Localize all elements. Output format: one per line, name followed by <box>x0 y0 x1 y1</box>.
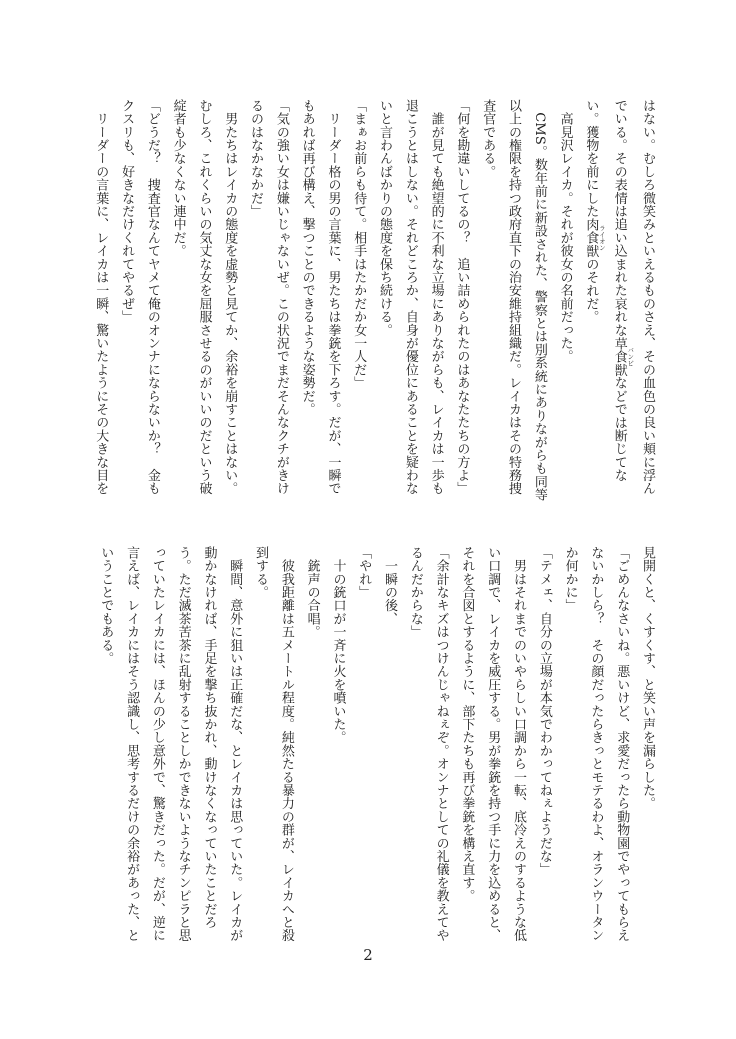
text-line: 誰が見ても絶望的に不利な立場にありながらも、レイカは一歩も <box>428 99 444 495</box>
text-line: いと言わんばかりの態度を保ち続ける。 <box>377 99 393 337</box>
text-line: 見開くと、くすくす、と笑い声を漏らした。 <box>640 546 655 810</box>
text-line: 十の銃口が一斉に火を噴いた。 <box>330 546 346 744</box>
text-tier-lower <box>85 546 660 950</box>
text-line: もあれば再び構え、撃つことのできるような姿勢だ。 <box>299 99 315 416</box>
text-line: 査官である。 <box>480 99 496 179</box>
text-line: 彼我距離は五メートル程度。純然たる暴力の群が、レイカへと殺 <box>278 546 294 942</box>
text-line: でいる。その表情は追い込まれた哀れな草食獣 バンビなどでは断じてな <box>611 99 635 482</box>
text-line: 以上の権限を持つ政府直下の治安維持組織だ。レイカはその特務捜 <box>506 99 522 495</box>
text-line: 「どうだ？ 捜査官なんてヤメて俺のオンナにならないか？ 金も <box>144 99 160 495</box>
text-line: っていたレイカには、ほんの少し意外で、驚きだった。だが、逆に <box>149 546 165 942</box>
text-line: ないかしら？ その顔だったらきっとモテるわよ、オランウータン <box>588 546 604 942</box>
text-line: 「気の強い女は嫌いじゃないぜ。この状況でまだそんなクチがきけ <box>273 99 289 495</box>
text-line: CMS。数年前に新設された、警察とは別系統にありながらも同等 <box>531 99 547 502</box>
text-line: リーダー格の男の言葉に、男たちは拳銃を下ろす。だが、一瞬で <box>325 99 341 495</box>
text-line: るんだからな」 <box>407 546 423 639</box>
text-line: 「何を勘違いしてるの？ 追い詰められたのはあなたたちの方よ」 <box>454 99 470 495</box>
ruby-annotated-word: 肉食獣 ライオン <box>583 217 606 258</box>
text-line: それを合図とするように、部下たちも再び拳銃を構え直す。 <box>459 546 475 903</box>
text-line: 一瞬の後、 <box>382 546 398 626</box>
text-line: 退こうとはしない。それどころか、自身が優位にあることを疑わな <box>402 99 418 495</box>
text-line: 男たちはレイカの態度を虚勢と見てか、余裕を崩すことはない。 <box>222 99 238 495</box>
text-line: クスリも、好きなだけくれてやるぜ」 <box>119 99 135 324</box>
text-line: う。ただ滅茶苦茶に乱射することしかできないようなチンピラと思 <box>175 546 191 942</box>
page-number: 2 <box>363 946 373 964</box>
ruby-annotated-word: 草食獣 バンビ <box>611 336 635 377</box>
text-line: はない。むしろ微笑みといえるものさえ、その血色の良い頬に浮ん <box>640 99 655 495</box>
text-line: 綻者も少なくない連中だ。 <box>170 99 186 258</box>
text-line: 高見沢レイカ。それが彼女の名前だった。 <box>557 99 573 363</box>
text-line: 「やれ」 <box>356 546 372 599</box>
text-line: 「まぁお前らも待て。相手はたかだか女一人だ」 <box>351 99 367 390</box>
text-line: 「余計なキズはつけんじゃねぇぞ。オンナとしての礼儀を教えてや <box>433 546 449 942</box>
text-tier-upper <box>85 99 660 503</box>
text-line: い口調で、レイカを威圧する。男が拳銃を持つ手に力を込めると、 <box>485 546 501 942</box>
text-line: いうことでもある。 <box>98 546 114 665</box>
text-line: い。獲物を前にした肉食獣 ライオンのそれだ。 <box>583 99 606 324</box>
text-line: 「テメェ、自分の立場が本気でわかってねぇようだな」 <box>536 546 552 876</box>
text-line: 瞬間、意外に狙いは正確だな、とレイカは思っていた。レイカが <box>227 546 243 942</box>
text-line: か何かに」 <box>562 546 578 612</box>
text-line: むしろ、これくらいの気丈な女を屈服させるのがいいのだという破 <box>196 99 212 495</box>
text-line: 「ごめんなさいね。悪いけど、求愛だったら動物園でやってもらえ <box>614 546 630 942</box>
text-line: 言えば、レイカにはそう認識し、思考するだけの余裕があった、と <box>124 546 140 942</box>
text-line: 到する。 <box>253 546 269 599</box>
text-line: 銃声の合唱。 <box>304 546 320 639</box>
text-line: 男はそれまでのいやらしい口調から一転、底冷えのするような低 <box>511 546 527 942</box>
text-line: リーダーの言葉に、レイカは一瞬、驚いたようにその大きな目を <box>93 99 109 495</box>
text-line: るのはなかなかだ」 <box>248 99 264 218</box>
text-line: 動かなければ、手足を撃ち抜かれ、動けなくなっていたことだろ <box>201 546 217 929</box>
